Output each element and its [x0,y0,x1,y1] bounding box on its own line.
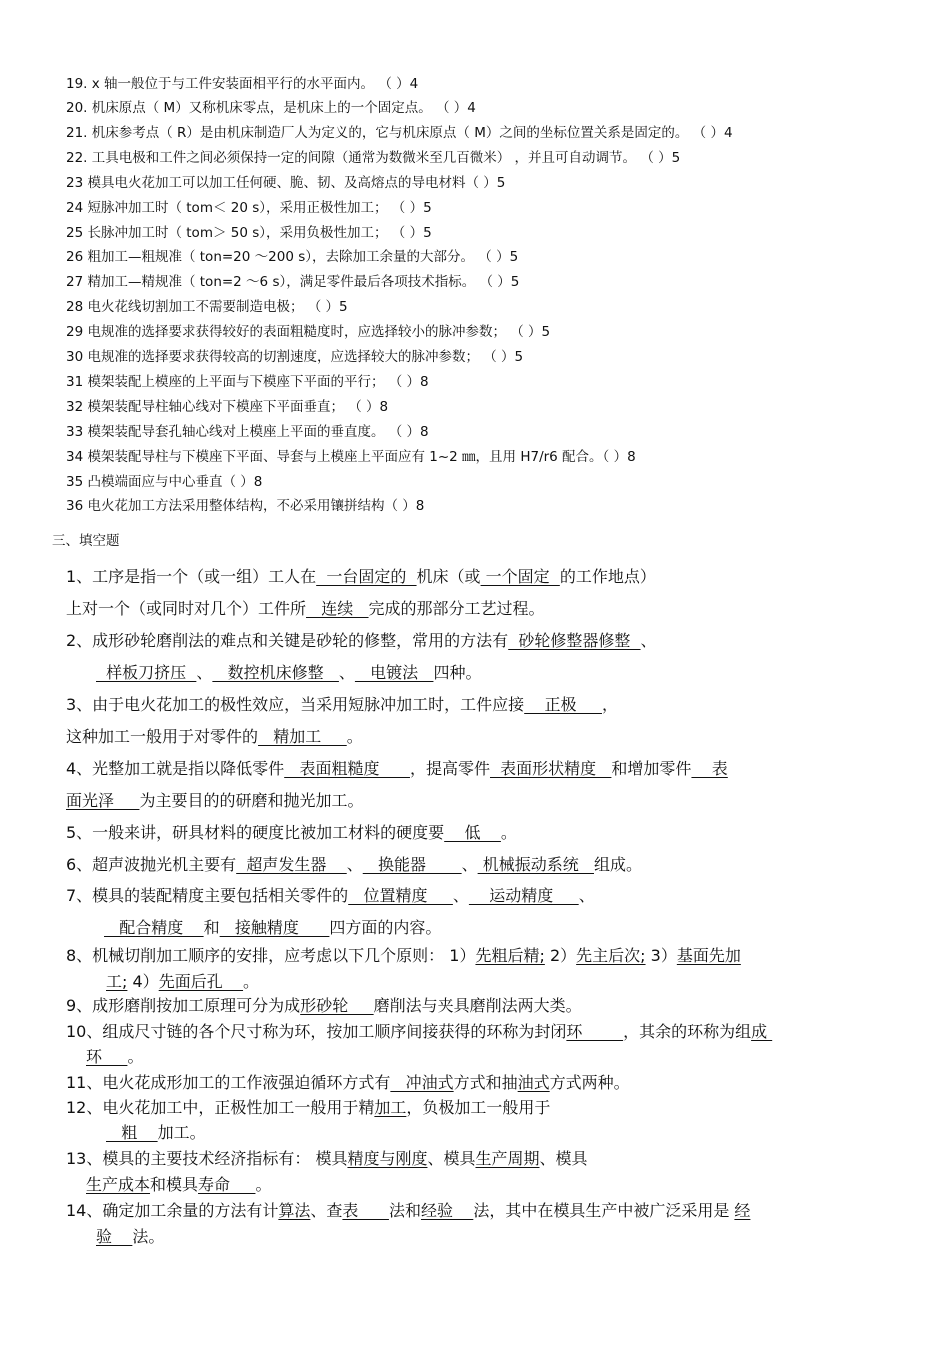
fill-line-6: 6、超声波抛光机主要有 超声发生器 、 换能器 、 机械振动系统 组成。 [66,855,642,874]
fill-line-2a: 2、成形砂轮磨削法的难点和关键是砂轮的修整，常用的方法有 砂轮修整器修整 、 [66,631,657,650]
fill-line-9: 9、成形磨削按加工原理可分为成形砂轮 磨削法与夹具磨削法两大类。 [66,996,582,1015]
fill-line-7b: 配合精度 和 接触精度 四方面的内容。 [104,918,442,937]
tf-item-28: 28 电火花线切割加工不需要制造电极； （ ）5 [66,299,348,315]
tf-item-21: 21. 机床参考点（ R）是由机床制造厂人为定义的，它与机床原点（ M）之间的坐标位置关系是固定的。 （ ）4 [66,125,733,141]
tf-item-22: 22. 工具电极和工件之间必须保持一定的间隙（通常为数微米至几百微米） ，并且可自动调节。 （ ）5 [66,150,681,166]
fill-line-3a: 3、由于电火花加工的极性效应，当采用短脉冲加工时，工件应接 正极 ， [66,695,618,714]
fill-line-13b: 生产成本和模具寿命 。 [86,1175,272,1194]
tf-item-35: 35 凸模端面应与中心垂直（ ）8 [66,474,263,490]
fill-line-13a: 13、模具的主要技术经济指标有： 模具精度与刚度、模具生产周期、模具 [66,1149,588,1168]
tf-item-36: 36 电火花加工方法采用整体结构，不必采用镶拼结构（ ）8 [66,498,425,514]
fill-line-14b: 验 法。 [96,1227,165,1246]
tf-item-34: 34 模架装配导柱与下模座下平面、导套与上模座上平面应有 1~2 ㎜，且用 H7/r6 配合。（ ）8 [66,449,636,465]
fill-line-2b: 样板刀挤压 、 数控机床修整 、 电镀法 四种。 [96,663,482,682]
fill-line-10b: 环 。 [86,1047,144,1066]
fill-line-3b: 这种加工一般用于对零件的 精加工 。 [66,727,363,746]
fill-line-11: 11、电火花成形加工的工作液强迫循环方式有 冲油式方式和抽油式方式两种。 [66,1073,630,1092]
fill-line-8a: 8、机械切削加工顺序的安排，应考虑以下几个原则： 1）先粗后精; 2）先主后次; 3）基面先加 [66,946,741,965]
tf-item-31: 31 模架装配上模座的上平面与下模座下平面的平行； （ ）8 [66,374,429,390]
fill-line-12a: 12、电火花加工中，正极性加工一般用于精加工，负极加工一般用于 [66,1098,551,1117]
fill-line-4b: 面光泽 为主要目的的研磨和抛光加工。 [66,791,364,810]
fill-line-5: 5、一般来讲，研具材料的硬度比被加工材料的硬度要 低 。 [66,823,517,842]
tf-item-29: 29 电规准的选择要求获得较好的表面粗糙度时，应选择较小的脉冲参数； （ ）5 [66,324,551,340]
fill-line-7a: 7、模具的装配精度主要包括相关零件的 位置精度 、 运动精度 、 [66,886,595,905]
tf-item-19: 19. x 轴一般位于与工件安装面相平行的水平面内。 （ ）4 [66,76,419,92]
fill-line-12b: 粗 加工。 [106,1123,206,1142]
fill-line-8b: 工; 4）先面后孔 。 [106,972,260,991]
tf-item-25: 25 长脉冲加工时（ tom＞ 50 s），采用负极性加工； （ ）5 [66,225,432,241]
fill-line-1a: 1、工序是指一个（或一组）工人在 一台固定的 机床（或 一个固定 的工作地点） [66,567,656,586]
section-title: 三、填空题 [52,533,120,549]
tf-item-33: 33 模架装配导套孔轴心线对上模座上平面的垂直度。 （ ）8 [66,424,429,440]
tf-item-26: 26 粗加工—粗规准（ ton=20 ～200 s），去除加工余量的大部分。 （ ）5 [66,249,519,265]
fill-line-10a: 10、组成尺寸链的各个尺寸称为环，按加工顺序间接获得的环称为封闭环 ，其余的环称为组成 [66,1022,773,1041]
tf-item-30: 30 电规准的选择要求获得较高的切割速度，应选择较大的脉冲参数； （ ）5 [66,349,524,365]
tf-item-27: 27 精加工—精规准（ ton=2 ～6 s），满足零件最后各项技术指标。 （ ）5 [66,274,520,290]
tf-item-24: 24 短脉冲加工时（ tom＜ 20 s），采用正极性加工； （ ）5 [66,200,432,216]
fill-line-1b: 上对一个（或同时对几个）工件所 连续 完成的那部分工艺过程。 [66,599,545,618]
fill-line-4a: 4、光整加工就是指以降低零件 表面粗糙度 ，提高零件 表面形状精度 和增加零件 表 [66,759,728,778]
tf-item-20: 20. 机床原点（ M）又称机床零点，是机床上的一个固定点。 （ ）4 [66,100,476,116]
tf-item-23: 23 模具电火花加工可以加工任何硬、脆、韧、及高熔点的导电材料（ ）5 [66,175,506,191]
tf-item-32: 32 模架装配导柱轴心线对下模座下平面垂直； （ ）8 [66,399,389,415]
fill-line-14a: 14、确定加工余量的方法有计算法、查表 法和经验 法，其中在模具生产中被广泛采用是 经 [66,1201,751,1220]
